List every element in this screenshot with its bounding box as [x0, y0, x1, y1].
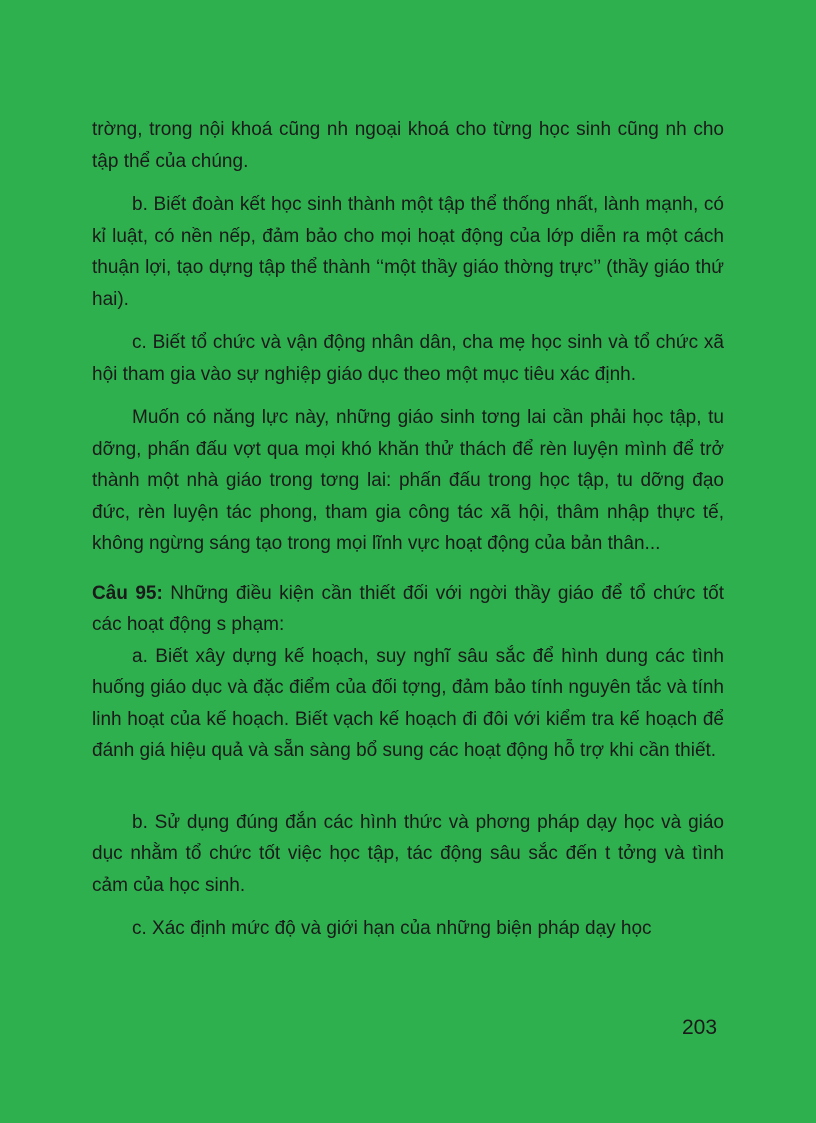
- paragraph-item-c: c. Biết tổ chức và vận động nhân dân, cha mẹ học sinh và tổ chức xã hội tham gia vào sự nghiệp giáo dục theo một mục tiêu xác định.: [92, 332, 724, 385]
- answer-item-b: b. Sử dụng đúng đắn các hình thức và phơng pháp dạy học và giáo dục nhằm tổ chức tốt việc học tập, tác động sâu sắc đến t tởng và tình cảm của học sinh.: [92, 811, 724, 896]
- question-label: Câu 95:: [92, 582, 163, 604]
- paragraph-summary: Muốn có năng lực này, những giáo sinh tơng lai cần phải học tập, tu dỡng, phấn đấu vợt qua mọi khó khăn thử thách để rèn luyện mình để trở thành một nhà giáo trong tơng lai: phấn đấu trong học tập, tu dỡng đạo đức, rèn luyện tác phong, tham gia công tác xã hội, thâm nhập thực tế, không ngừng sáng tạo trong mọi lĩnh vực hoạt động của bản thân...: [92, 407, 724, 554]
- answer-item-c: c. Xác định mức độ và giới hạn của những biện pháp dạy học: [132, 918, 652, 939]
- question-95: [92, 578, 724, 641]
- paragraph-item-b: b. Biết đoàn kết học sinh thành một tập thể thống nhất, lành mạnh, có kỉ luật, có nền nếp, đảm bảo cho mọi hoạt động của lớp diễn ra một cách thuận lợi, tạo dựng tập thể thành ‘‘một thầy giáo thờng trực’’ (thầy giáo thứ hai).: [92, 194, 724, 310]
- paragraph-continuation: trờng, trong nội khoá cũng nh ngoại khoá cho từng học sinh cũng nh cho tập thể của chúng.: [92, 119, 724, 172]
- question-text: Những điều kiện cần thiết đối với ngời thầy giáo để tổ chức tốt các hoạt động s phạm:: [92, 582, 724, 635]
- page-content: [92, 114, 724, 945]
- answer-item-a: a. Biết xây dựng kế hoạch, suy nghĩ sâu sắc để hình dung các tình huống giáo dục và đặc điểm của đối tợng, đảm bảo tính nguyên tắc và tính linh hoạt của kế hoạch. Biết vạch kế hoạch đi đôi với kiểm tra kế hoạch để đánh giá hiệu quả và sẵn sàng bổ sung các hoạt động hỗ trợ khi cần thiết.: [92, 645, 724, 761]
- page-number: 203: [682, 1016, 718, 1039]
